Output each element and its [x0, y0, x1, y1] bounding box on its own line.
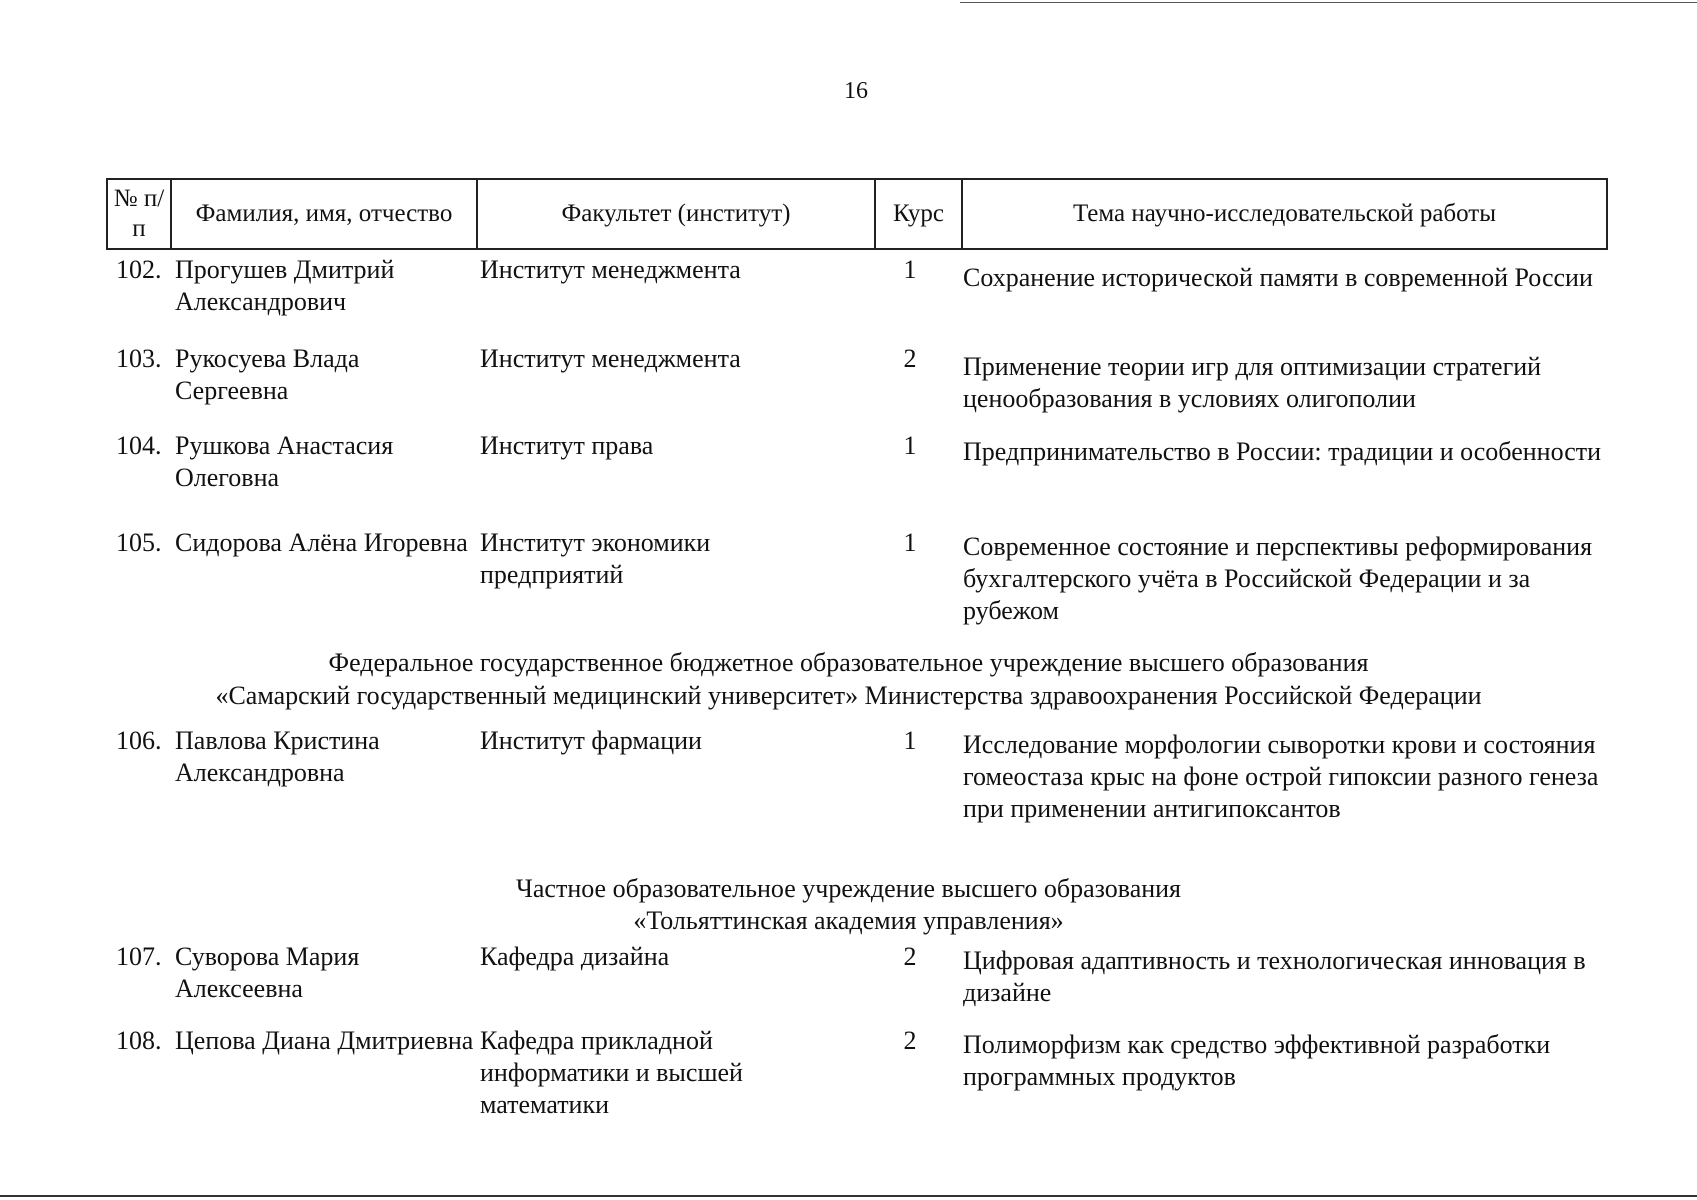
row-faculty: Институт экономики предприятий — [480, 528, 711, 589]
row-faculty: Институт менеджмента — [480, 344, 741, 373]
row-num: 103. — [116, 344, 162, 373]
top-edge-rule — [960, 2, 1697, 3]
header-name: Фамилия, имя, отчество — [172, 180, 478, 248]
section-subtitle: «Самарский государственный медицинский университет» Министерства здравоохранения Российской Федерации — [215, 681, 1482, 710]
row-num: 105. — [116, 528, 162, 557]
row-num: 108. — [116, 1026, 162, 1055]
row-faculty: Институт фармации — [480, 726, 702, 755]
row-course: 1 — [903, 255, 917, 284]
row-name: Суворова Мария Алексеевна — [175, 942, 360, 1003]
row-topic: Цифровая адаптивность и технологическая инновация в дизайне — [963, 946, 1586, 1007]
page-number: 16 — [844, 78, 868, 104]
row-num: 106. — [116, 726, 162, 755]
row-faculty: Кафедра дизайна — [480, 942, 670, 971]
row-name: Цепова Диана Дмитриевна — [175, 1026, 474, 1055]
row-num: 104. — [116, 431, 162, 460]
row-name: Прогушев Дмитрий Александрович — [175, 255, 395, 316]
row-faculty: Кафедра прикладной информатики и высшей математики — [480, 1026, 743, 1119]
row-course: 2 — [903, 1026, 917, 1055]
row-topic: Полиморфизм как средство эффективной разработки программных продуктов — [963, 1030, 1551, 1091]
section-subtitle: «Тольяттинская академия управления» — [633, 906, 1064, 935]
row-topic: Применение теории игр для оптимизации стратегий ценообразования в условиях олигополии — [963, 352, 1542, 413]
header-num: № п/п — [108, 180, 172, 248]
row-topic: Сохранение исторической памяти в современной России — [963, 263, 1593, 292]
row-name: Рушкова Анастасия Олеговна — [175, 431, 394, 492]
row-name: Рукосуева Влада Сергеевна — [175, 344, 360, 405]
row-course: 1 — [903, 431, 917, 460]
bottom-edge-rule — [0, 1195, 1697, 1197]
row-course: 1 — [903, 726, 917, 755]
row-topic: Современное состояние и перспективы реформирования бухгалтерского учёта в Российской Федерации и за рубежом — [963, 532, 1593, 625]
row-course: 2 — [903, 344, 917, 373]
row-name: Сидорова Алёна Игоревна — [175, 528, 468, 557]
header-topic: Тема научно-исследовательской работы — [1072, 200, 1497, 227]
section-title: Федеральное государственное бюджетное образовательное учреждение высшего образования — [328, 648, 1369, 677]
row-num: 102. — [116, 255, 162, 284]
row-name: Павлова Кристина Александровна — [175, 726, 380, 787]
row-course: 1 — [903, 528, 917, 557]
table-header — [106, 178, 1608, 250]
header-faculty: Факультет (институт) — [478, 180, 876, 248]
header-course: Курс — [876, 180, 963, 248]
row-course: 2 — [903, 942, 917, 971]
row-topic: Предпринимательство в России: традиции и особенности — [963, 437, 1602, 466]
row-faculty: Институт менеджмента — [480, 255, 741, 284]
row-num: 107. — [116, 942, 162, 971]
section-title: Частное образовательное учреждение высшего образования — [515, 874, 1182, 903]
row-faculty: Институт права — [480, 431, 654, 460]
row-topic: Исследование морфологии сыворотки крови и состояния гомеостаза крыс на фоне острой гипоксии разного генеза при применении антигипоксантов — [963, 730, 1599, 823]
